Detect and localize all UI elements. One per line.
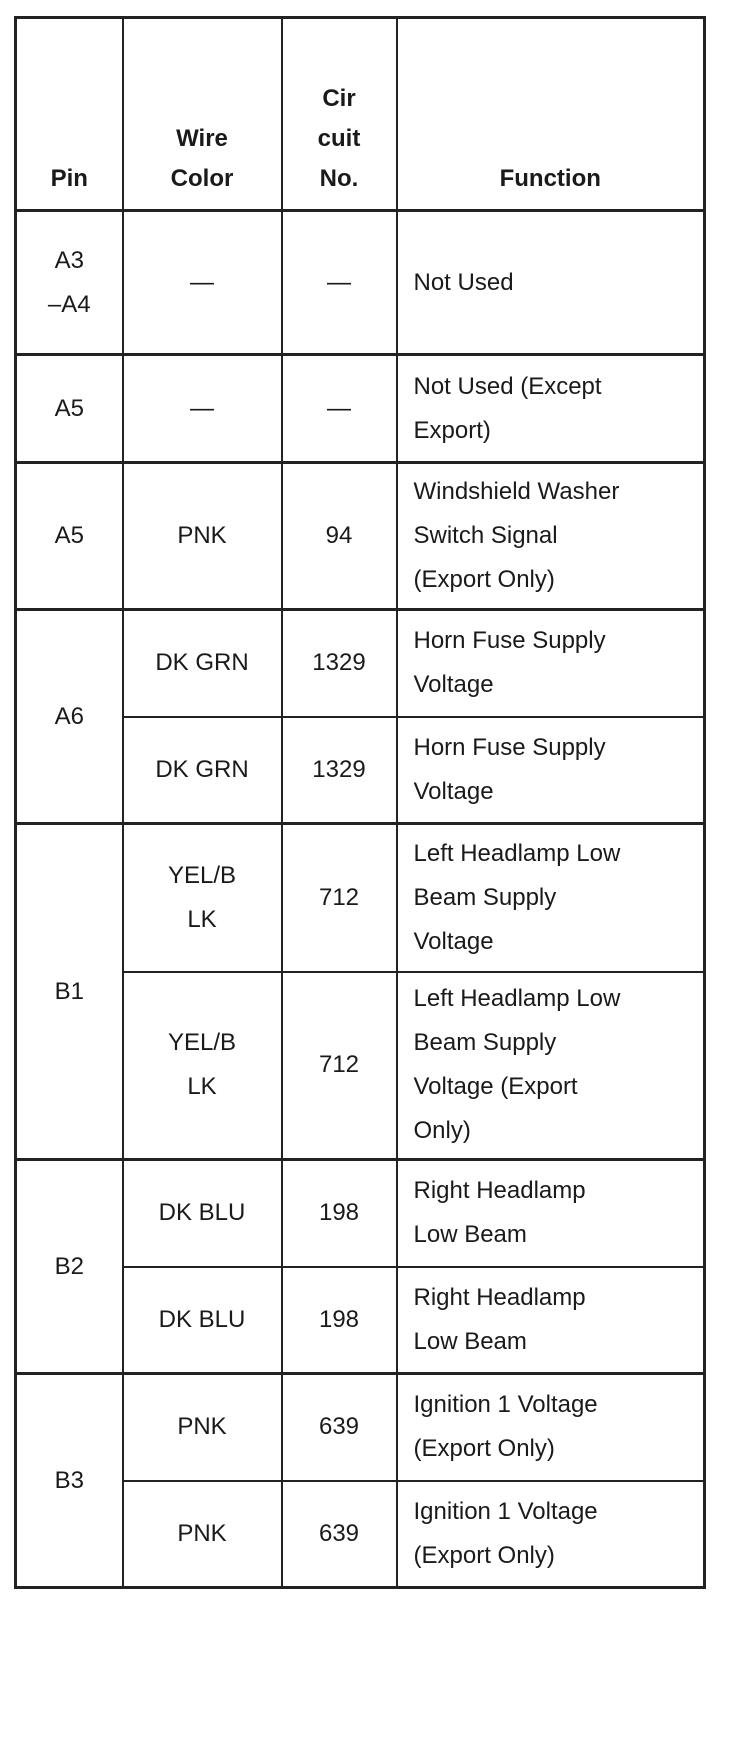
circuit-no-cell: 1329 bbox=[282, 717, 397, 824]
table-row bbox=[16, 463, 705, 610]
wire-color-cell: PNK bbox=[123, 463, 282, 610]
wire-color-cell: — bbox=[123, 211, 282, 355]
pin-group-b1 bbox=[16, 824, 705, 1160]
wire-color-cell: YEL/B LK bbox=[123, 824, 282, 972]
function-cell: Not Used bbox=[397, 211, 705, 355]
wire-color-cell: DK GRN bbox=[123, 717, 282, 824]
wire-color-cell: PNK bbox=[123, 1374, 282, 1481]
pin-cell: B3 bbox=[16, 1374, 123, 1588]
pin-cell: A5 bbox=[16, 463, 123, 610]
circuit-no-cell: 639 bbox=[282, 1481, 397, 1588]
table-row bbox=[16, 610, 705, 717]
wire-color-cell: PNK bbox=[123, 1481, 282, 1588]
wire-color-cell: DK BLU bbox=[123, 1160, 282, 1267]
circuit-no-cell: — bbox=[282, 355, 397, 463]
pin-cell: B2 bbox=[16, 1160, 123, 1374]
circuit-no-cell: 198 bbox=[282, 1160, 397, 1267]
header-wire-color: Wire Color bbox=[123, 18, 282, 211]
function-cell: Windshield Washer Switch Signal (Export Only) bbox=[397, 463, 705, 610]
function-cell: Left Headlamp Low Beam Supply Voltage bbox=[397, 824, 705, 972]
wire-color-cell: YEL/B LK bbox=[123, 972, 282, 1160]
table-row bbox=[16, 355, 705, 463]
function-cell: Horn Fuse Supply Voltage bbox=[397, 717, 705, 824]
header-pin: Pin bbox=[16, 18, 123, 211]
circuit-no-cell: 1329 bbox=[282, 610, 397, 717]
pin-cell: A6 bbox=[16, 610, 123, 824]
connector-pinout-table bbox=[14, 16, 706, 1589]
circuit-no-cell: 712 bbox=[282, 972, 397, 1160]
function-cell: Not Used (Except Export) bbox=[397, 355, 705, 463]
wire-color-cell: — bbox=[123, 355, 282, 463]
pin-group-b2 bbox=[16, 1160, 705, 1374]
pin-group-a6 bbox=[16, 610, 705, 824]
circuit-no-cell: 639 bbox=[282, 1374, 397, 1481]
header-function: Function bbox=[397, 18, 705, 211]
pin-group-a5-export bbox=[16, 463, 705, 610]
table-row bbox=[16, 211, 705, 355]
circuit-no-cell: — bbox=[282, 211, 397, 355]
pin-cell: A3 –A4 bbox=[16, 211, 123, 355]
wire-color-cell: DK GRN bbox=[123, 610, 282, 717]
function-cell: Right Headlamp Low Beam bbox=[397, 1267, 705, 1374]
pin-group-a5 bbox=[16, 355, 705, 463]
pin-group-b3 bbox=[16, 1374, 705, 1588]
header-circuit-no: Cir cuit No. bbox=[282, 18, 397, 211]
circuit-no-cell: 94 bbox=[282, 463, 397, 610]
pin-cell: A5 bbox=[16, 355, 123, 463]
pin-cell: B1 bbox=[16, 824, 123, 1160]
function-cell: Ignition 1 Voltage (Export Only) bbox=[397, 1374, 705, 1481]
function-cell: Horn Fuse Supply Voltage bbox=[397, 610, 705, 717]
table-row bbox=[16, 1160, 705, 1267]
circuit-no-cell: 198 bbox=[282, 1267, 397, 1374]
function-cell: Right Headlamp Low Beam bbox=[397, 1160, 705, 1267]
pin-group-a3-a4 bbox=[16, 211, 705, 355]
wire-color-cell: DK BLU bbox=[123, 1267, 282, 1374]
table-header bbox=[16, 18, 705, 211]
function-cell: Left Headlamp Low Beam Supply Voltage (Export Only) bbox=[397, 972, 705, 1160]
circuit-no-cell: 712 bbox=[282, 824, 397, 972]
table-row bbox=[16, 1374, 705, 1481]
table-row bbox=[16, 824, 705, 972]
header-row bbox=[16, 18, 705, 211]
function-cell: Ignition 1 Voltage (Export Only) bbox=[397, 1481, 705, 1588]
